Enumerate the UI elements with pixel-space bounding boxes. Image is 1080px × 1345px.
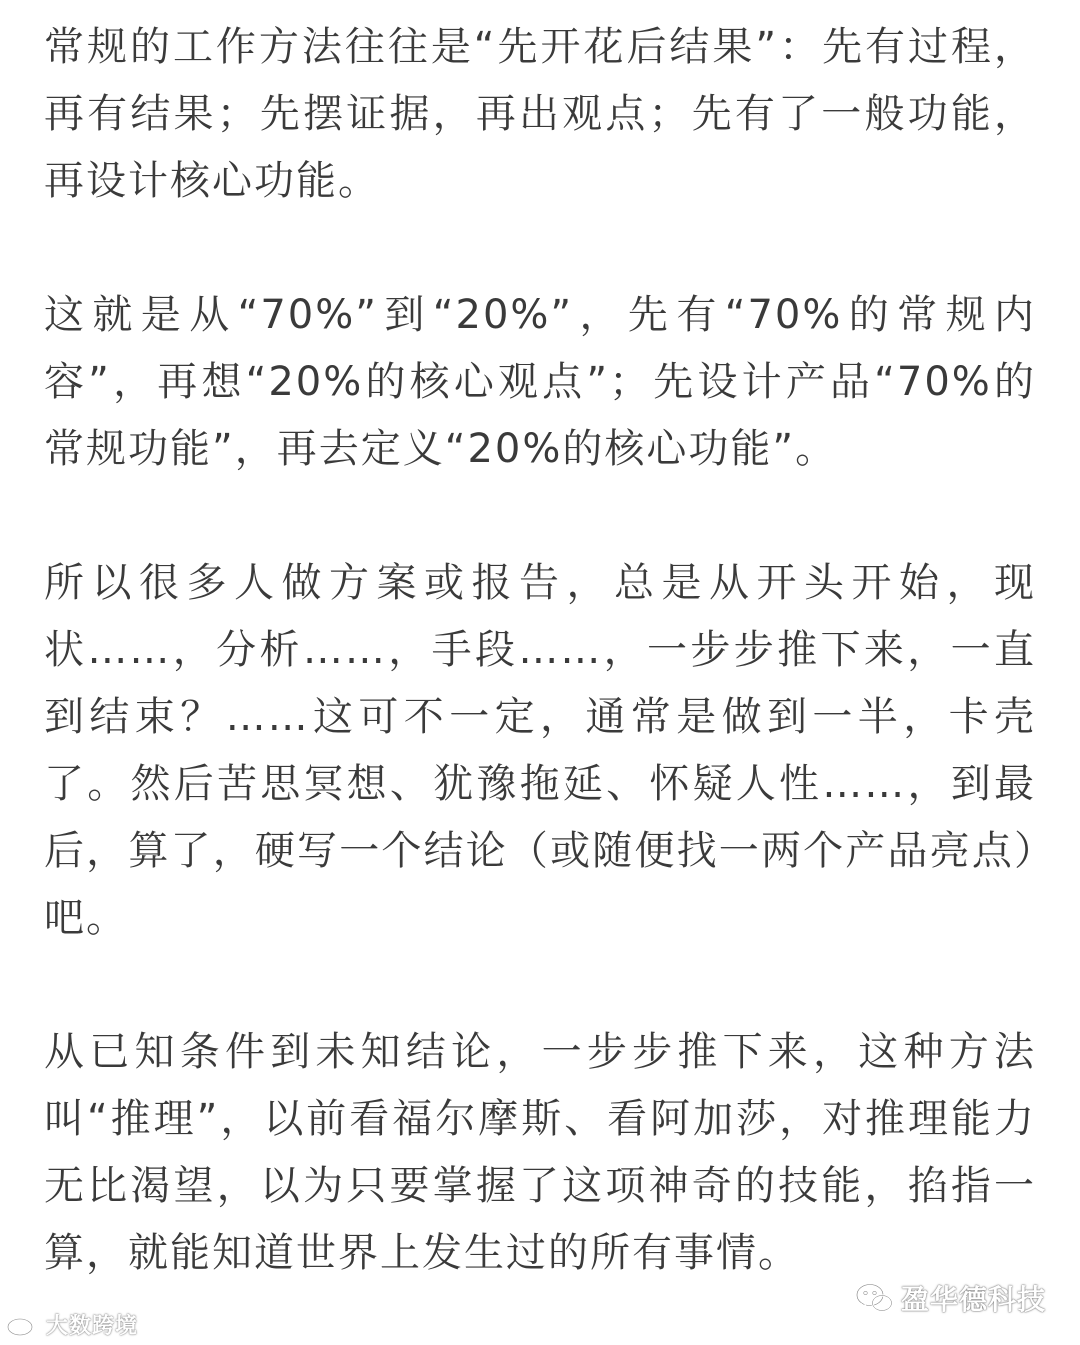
paragraph: 从已知条件到未知结论，一步步推下来，这种方法叫“推理”，以前看福尔摩斯、看阿加莎，对推理能力无比渴望，以为只要掌握了这项神奇的技能，掐指一算，就能知道世界上发生过的所有事情。 [44, 1029, 1036, 1276]
wechat-icon [855, 1282, 893, 1314]
paragraph: 所以很多人做方案或报告，总是从开头开始，现状……，分析……，手段……，一步步推下来，一直到结束？……这可不一定，通常是做到一半，卡壳了。然后苦思冥想、犹豫拖延、怀疑人性……，到最后，算了，硬写一个结论（或随便找一两个产品亮点）吧。 [44, 560, 1036, 941]
weibo-watermark [6, 1308, 138, 1340]
paragraph: 这就是从“70%”到“20%”，先有“70%的常规内容”，再想“20%的核心观点”；先设计产品“70%的常规功能”，再去定义“20%的核心功能”。 [44, 292, 1036, 472]
wechat-watermark [855, 1278, 1046, 1318]
weibo-icon [6, 1311, 40, 1337]
article-body [44, 14, 1036, 1287]
weibo-watermark-text: 大数跨境 [46, 1313, 139, 1339]
wechat-watermark-text: 盈华德科技 [900, 1283, 1046, 1316]
paragraph: 常规的工作方法往往是“先开花后结果”：先有过程，再有结果；先摆证据，再出观点；先有了一般功能，再设计核心功能。 [44, 24, 1036, 204]
